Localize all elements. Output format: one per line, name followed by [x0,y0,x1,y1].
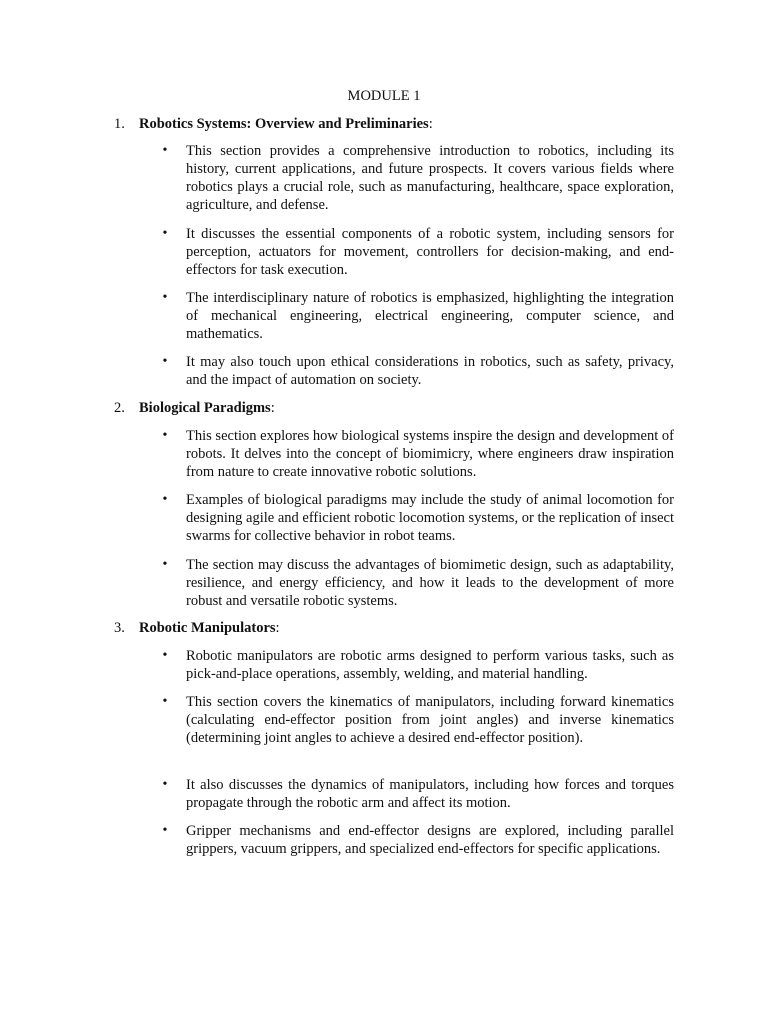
bullet-text: The interdisciplinary nature of robotics is emphasized, highlighting the integration of mechanical engineering, electrical engineering, computer science, and mathematics. [186,290,674,342]
section-number: 1. [114,116,125,132]
bullet-text: Robotic manipulators are robotic arms designed to perform various tasks, such as pick-and-place operations, assembly, welding, and material handling. [186,648,674,682]
bullet-text: This section provides a comprehensive introduction to robotics, including its history, current applications, and future prospects. It covers various fields where robotics plays a crucial role, such as manufacturing, healthcare, space exploration, agriculture, and defense. [186,143,674,213]
section-number: 2. [114,400,125,416]
bullet-icon: • [162,648,168,663]
bullet-text: Gripper mechanisms and end-effector designs are explored, including parallel grippers, vacuum grippers, and specialized end-effectors for specific applications. [186,823,674,857]
bullet-text: It discusses the essential components of a robotic system, including sensors for perception, actuators for movement, controllers for decision-making, and end-effectors for task execution. [186,226,674,278]
section-colon: : [270,400,275,416]
bullet-icon: • [162,428,168,443]
bullet-text: This section covers the kinematics of manipulators, including forward kinematics (calculating end-effector position from joint angles) and inverse kinematics (determining joint angles to achieve a desired end-effector position). [186,694,674,746]
bullet-icon: • [162,226,168,241]
section-colon: : [428,116,433,132]
bullet-text: Examples of biological paradigms may include the study of animal locomotion for designing agile and efficient robotic locomotion systems, or the replication of insect swarms for collective behavior in robot teams. [186,492,674,544]
bullet-icon: • [162,143,168,158]
bullet-text: It also discusses the dynamics of manipulators, including how forces and torques propagate through the robotic arm and affect its motion. [186,777,674,811]
bullet-icon: • [162,354,168,369]
section-number: 3. [114,620,125,636]
bullet-text: The section may discuss the advantages of biomimetic design, such as adaptability, resilience, and energy efficiency, and how it leads to the development of more robust and versatile robotic systems. [186,557,674,609]
section-title: Biological Paradigms [139,400,271,416]
bullet-text: This section explores how biological systems inspire the design and development of robots. It delves into the concept of biomimicry, where engineers draw inspiration from nature to create innovative robotic solutions. [186,428,674,480]
section-title: Robotics Systems: Overview and Preliminaries [139,116,429,132]
bullet-text: It may also touch upon ethical considerations in robotics, such as safety, privacy, and the impact of automation on society. [186,354,674,388]
bullet-icon: • [162,557,168,572]
section-title: Robotic Manipulators [139,620,276,636]
bullet-icon: • [162,290,168,305]
page-title: MODULE 1 [347,88,421,104]
section-colon: : [275,620,280,636]
bullet-icon: • [162,823,168,838]
bullet-icon: • [162,694,168,709]
bullet-icon: • [162,777,168,792]
bullet-icon: • [162,492,168,507]
